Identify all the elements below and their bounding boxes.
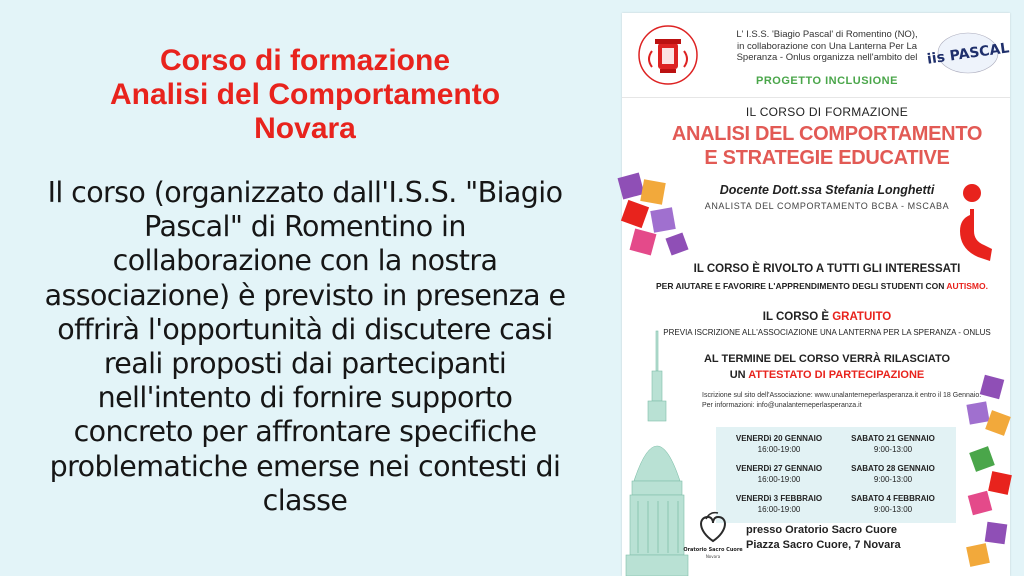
oratorio-logo	[683, 507, 743, 563]
schedule-cell	[724, 493, 834, 515]
termine-text: AL TERMINE DEL CORSO VERRÀ RILASCIATO	[703, 353, 951, 365]
schedule-hours: 16:00-19:00	[757, 445, 801, 454]
schedule-cell	[838, 433, 948, 455]
headline	[30, 44, 580, 146]
intro-line: L' I.S.S. 'Biagio Pascal' di Romentino (NO),	[736, 29, 918, 40]
iscrizione-info	[702, 391, 982, 411]
venue-info	[746, 523, 946, 553]
schedule-day: SABATO 21 GENNAIO	[851, 434, 935, 443]
progetto-label: PROGETTO INCLUSIONE	[756, 75, 898, 87]
oratorio-logo-text: Oratorio Sacro Cuore	[683, 547, 743, 553]
gratuito-text: IL CORSO È	[762, 311, 833, 323]
flyer-title-2: E STRATEGIE EDUCATIVE	[704, 147, 950, 169]
headline-line-3: Novara	[254, 112, 356, 145]
question-mark-icon	[938, 179, 998, 269]
gratuito-heading	[662, 311, 992, 323]
corso-label: IL CORSO DI FORMAZIONE	[745, 105, 909, 119]
schedule-day: SABATO 4 FEBBRAIO	[851, 494, 935, 503]
lanterna-logo	[638, 21, 698, 87]
schedule-hours: 16:00-19:00	[757, 505, 801, 514]
schedule-day: VENERDì 27 GENNAIO	[735, 464, 823, 473]
headline-line-2: Analisi del Comportamento	[109, 78, 501, 111]
course-flyer	[622, 13, 1010, 576]
schedule-cell	[724, 463, 834, 485]
attestato-text	[662, 369, 992, 381]
venue-name: presso Oratorio Sacro Cuore	[746, 524, 897, 536]
schedule-day: VENERDì 3 FEBBRAIO	[735, 494, 823, 503]
description-line: Pascal" di Romentino in	[144, 210, 466, 244]
schedule-cell	[838, 493, 948, 515]
divider	[622, 97, 1010, 98]
flyer-intro	[722, 29, 932, 64]
rivolto-detail	[652, 281, 992, 291]
rivolto-heading: IL CORSO È RIVOLTO A TUTTI GLI INTERESSATI	[693, 263, 961, 275]
attestato-prefix: UN	[729, 369, 749, 381]
schedule-hours: 16:00-19:00	[757, 475, 801, 484]
mole-antonelliana-illustration	[624, 331, 694, 576]
description-line: associazione) è previsto in presenza e	[44, 278, 566, 312]
description-line: Il corso (organizzato dall'I.S.S. "Biagio	[47, 176, 563, 209]
intro-line: Speranza - Onlus organizza nell'ambito del	[736, 52, 918, 63]
autismo-highlight: AUTISMO.	[946, 281, 988, 291]
intro-line: in collaborazione con Una Lanterna Per La	[736, 40, 918, 52]
description-text	[16, 176, 594, 518]
oratorio-logo-sub: Novara	[705, 554, 721, 559]
puzzle-pieces-icon	[618, 169, 694, 269]
pascal-logo-text: iis PASCAL	[926, 40, 1011, 68]
venue-address: Piazza Sacro Cuore, 7 Novara	[746, 539, 901, 551]
schedule-cell	[838, 463, 948, 485]
schedule-hours: 9:00-13:00	[873, 445, 913, 454]
description-line: offrirà l'opportunità di discutere casi	[57, 312, 553, 346]
pascal-logo	[926, 29, 1011, 77]
description-line: collaborazione con la nostra	[112, 244, 498, 278]
headline-line-1: Corso di formazione	[159, 44, 451, 77]
description-line: nell'intento di fornire supporto	[97, 381, 513, 415]
schedule-hours: 9:00-13:00	[873, 475, 913, 484]
attestato-highlight: ATTESTATO DI PARTECIPAZIONE	[748, 369, 925, 381]
schedule-day: VENERDì 20 GENNAIO	[735, 434, 823, 443]
iscrizione-line: Iscrizione sul sito dell'Associazione: www.unalanterneperlasperanza.it entro il 18 Gennaio.	[702, 392, 982, 399]
schedule-box	[716, 427, 956, 523]
rivolto-detail-text: PER AIUTARE E FAVORIRE L'APPRENDIMENTO DEGLI STUDENTI CON	[656, 281, 947, 291]
previa-text: PREVIA ISCRIZIONE ALL'ASSOCIAZIONE UNA LANTERNA PER LA SPERANZA - ONLUS	[663, 328, 991, 337]
informazioni-line: Per informazioni: info@unalanterneperlasperanza.it	[702, 402, 862, 409]
schedule-day: SABATO 28 GENNAIO	[851, 464, 935, 473]
description-line: concreto per affrontare specifiche	[73, 415, 537, 449]
description-line: classe	[262, 483, 348, 517]
description-line: reali proposti dai partecipanti	[103, 347, 507, 381]
gratuito-highlight: GRATUITO	[832, 311, 892, 323]
analista: ANALISTA DEL COMPORTAMENTO BCBA - MSCABA	[704, 201, 950, 211]
docente: Docente Dott.ssa Stefania Longhetti	[719, 183, 935, 197]
schedule-hours: 9:00-13:00	[873, 505, 913, 514]
schedule-cell	[724, 433, 834, 455]
flyer-title-1: ANALISI DEL COMPORTAMENTO	[671, 123, 983, 145]
description-line: problematiche emerse nei contesti di	[49, 449, 561, 483]
